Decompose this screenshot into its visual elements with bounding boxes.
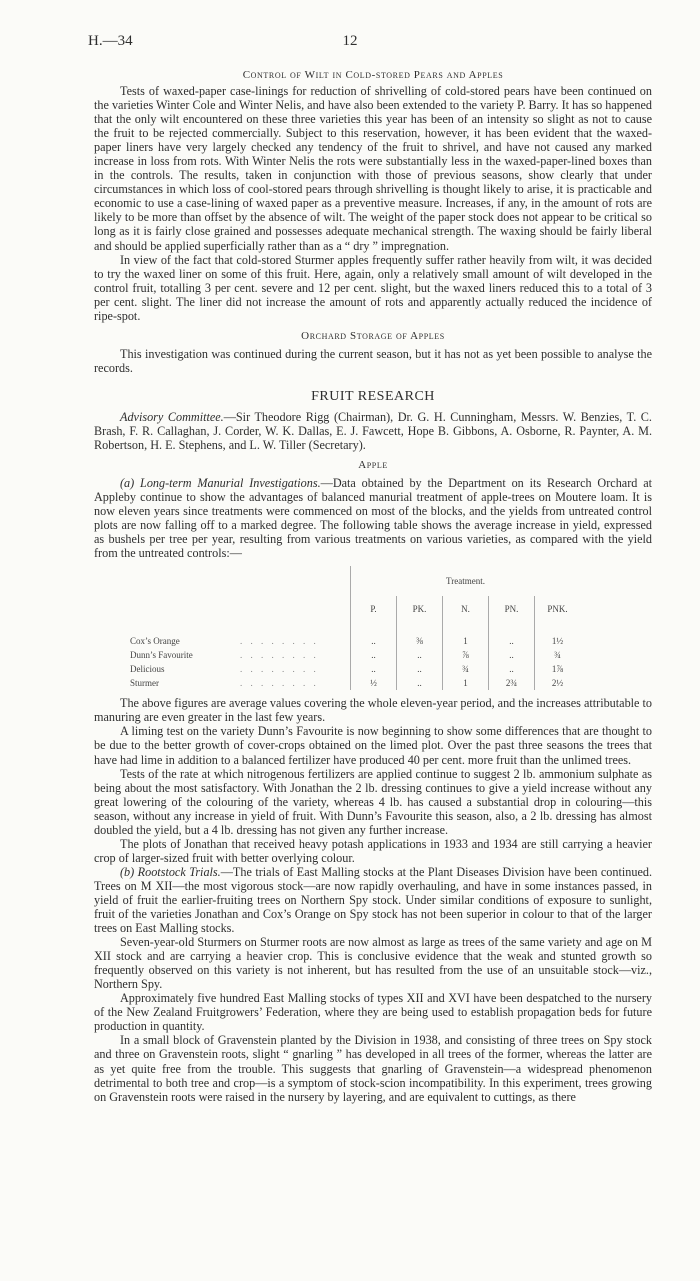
page-number: 12 (342, 33, 358, 49)
leader-dots: . . . . . . . . (240, 636, 319, 647)
paragraph: A liming test on the variety Dunn’s Favourite is now beginning to show some differences that are thought to be due to the better growth of cover-crops obtained on the limed plot. Over the past three seasons the trees that have had lime in addition to a balanced fertilizer have produced 40 per cent. more fruit than the unlimed trees. (94, 724, 652, 767)
table-header-row (130, 596, 580, 622)
column-header: PN. (489, 596, 535, 622)
paragraph-committee (94, 410, 652, 452)
section-heading-orchard-storage: Orchard Storage of Apples (301, 329, 445, 342)
table-group-header-row (130, 566, 580, 596)
paragraph-manurial (94, 476, 652, 560)
treatment-group-header: Treatment. (351, 566, 581, 596)
treatment-table (130, 566, 580, 690)
paragraph: Seven-year-old Sturmers on Sturmer roots are now almost as large as trees of the same variety and age on M XII stock and are carrying a heavier crop. This is conclusive evidence that the weak and stunted growth so frequently observed on this variety is not inherent, but has resulted from the use of an unsuitable stock—viz., Northern Spy. (94, 935, 652, 992)
paragraph: This investigation was continued during the current season, but it has not as yet been possible to analyse the records. (94, 346, 652, 375)
table-cell: 1½ (535, 634, 581, 648)
report-code: H.—34 (88, 33, 133, 49)
section-heading-wilt: Control of Wilt in Cold-stored Pears and Apples (242, 69, 504, 81)
row-label: Delicious (130, 664, 165, 675)
table-row (130, 634, 580, 648)
table-cell: .. (489, 634, 535, 648)
paragraph: Approximately five hundred East Malling stocks of types XII and XVI have been despatched to the nursery of the New Zealand Fruitgrowers’ Federation, where they are being used to establish propagation beds for future production in quantity. (94, 991, 652, 1034)
document-body (94, 68, 652, 1104)
table-cell: ⅞ (443, 648, 489, 662)
table-cell: ⅜ (397, 634, 443, 648)
table-cell: .. (489, 662, 535, 676)
table-cell: .. (397, 662, 443, 676)
table-row (130, 676, 580, 690)
row-label: Cox’s Orange (130, 636, 180, 647)
page-header (0, 33, 700, 53)
subheading-apple: Apple (358, 459, 388, 472)
column-header: PK. (397, 596, 443, 622)
rootstock-label: (b) Rootstock Trials. (120, 864, 221, 879)
table-cell: 1⅞ (535, 662, 581, 676)
table-cell: 1 (443, 676, 489, 690)
committee-text: —Sir Theodore Rigg (Chairman), Dr. G. H. Cunningham, Messrs. W. Benzies, T. C. Brash, F. R. Callaghan, J. Corder, W. K. Dallas, E. J. Fawcett, Hope B. Gibbons, A. Osborne, R. Paynter, A. M. Robertson, H. E. Stephens, and L. W. Tiller (Secretary). (94, 409, 652, 452)
table-cell: .. (351, 662, 397, 676)
paragraph-rootstock (94, 865, 652, 935)
table-cell: .. (397, 648, 443, 662)
committee-label: Advisory Committee. (120, 409, 224, 424)
leader-dots: . . . . . . . . (240, 664, 319, 675)
table-row (130, 662, 580, 676)
leader-dots: . . . . . . . . (240, 678, 319, 689)
table-cell: ½ (351, 676, 397, 690)
table-cell: ¾ (535, 648, 581, 662)
row-label: Dunn’s Favourite (130, 650, 193, 661)
leader-dots: . . . . . . . . (240, 650, 319, 661)
table-cell: .. (397, 676, 443, 690)
table-cell: ¾ (443, 662, 489, 676)
manurial-label: (a) Long-term Manurial Investigations. (120, 476, 321, 491)
table-cell: 1 (443, 634, 489, 648)
rootstock-text: —The trials of East Malling stocks at the Plant Diseases Division have been continued. Trees on M XII—the most vigorous stock—are now rapidly overhauling, and have in some instances passed, in yield of fruit the earlier-fruiting trees on Northern Spy stock. Under similar conditions of exposure to sunlight, fruit of the varieties Jonathan and Cox’s Orange on Spy stock has not been superior in colour to that of the larger trees on East Malling stocks. (94, 864, 652, 936)
table-cell: .. (351, 648, 397, 662)
paragraph: Tests of waxed-paper case-linings for reduction of shrivelling of cold-stored pears have been continued on the varieties Winter Cole and Winter Nelis, and have also been extended to the variety P. Barry. It has so happened that the only wilt encountered on these three varieties this year has been of an intensity so slight as not to cause the fruit to be rejected commercially. Subject to this reservation, however, it has been evident that the waxed-paper liners have very largely checked any tendency of the fruit to shrivel, and have not caused any marked increase in loss from rots. With Winter Nelis the rots were substantially less in the waxed-paper-lined boxes than in the controls. The results, taken in conjunction with those of previous seasons, show clearly that under circumstances in which loss of cool-stored pears through shrivelling is thought likely to arise, it is practicable and economic to use a case-lining of waxed paper as a preventive measure. Increases, if any, in the amount of rots are likely to be more than offset by the absence of wilt. The weight of the paper stock does not appear to be critical so long as it is fairly close grained and possesses adequate mechanical strength. The waxing should be fairly liberal and should be applied superficially rather than as a “ dry ” impregnation. (94, 84, 652, 253)
paragraph: The plots of Jonathan that received heavy potash applications in 1933 and 1934 are still carrying a heavier crop of larger-sized fruit with better overlying colour. (94, 836, 652, 865)
section-heading-fruit-research: FRUIT RESEARCH (311, 388, 435, 404)
row-label: Sturmer (130, 678, 159, 689)
paragraph: Tests of the rate at which nitrogenous fertilizers are applied continue to suggest 2 lb. ammonium sulphate as being about the most satisfactory. With Jonathan the 2 lb. dressing continues to give a yield increase without any great lowering of the colouring of the variety, whereas 4 lb. has caused a substantial drop in colouring—this season, without any increase in yield of fruit. With Dunn’s Favourite this season, also, a 2 lb. dressing has almost doubled the yield, but a 4 lb. dressing has not given any further increase. (94, 766, 652, 837)
table-cell: .. (351, 634, 397, 648)
column-header: PNK. (535, 596, 581, 622)
column-header: N. (443, 596, 489, 622)
table-cell: 2¾ (489, 676, 535, 690)
manurial-text: —Data obtained by the Department on its Research Orchard at Appleby continue to show the advantages of balanced manurial treatment of apple-trees on Moutere loam. It is now eleven years since treatments were commenced on most of the blocks, and the yields from untreated control plots are now falling off to a marked degree. The following table shows the average increase in yield, expressed as bushels per tree per year, resulting from various treatments on various varieties, as compared with the yield from the untreated controls:— (94, 476, 652, 561)
paragraph: The above figures are average values covering the whole eleven-year period, and the increases attributable to manuring are even greater in the last few years. (94, 696, 652, 725)
table-cell: .. (489, 648, 535, 662)
column-header: P. (351, 596, 397, 622)
paragraph: In view of the fact that cold-stored Sturmer apples frequently suffer rather heavily from wilt, it was decided to try the waxed liner on some of this fruit. Here, again, only a relatively small amount of wilt developed in the control fruit, totalling 3 per cent. severe and 12 per cent. slight, but the waxed liners reduced this to a total of 3 per cent. slight. The liner did not increase the amount of rots and apparently actually reduced the incidence of ripe-spot. (94, 252, 652, 323)
table-cell: 2½ (535, 676, 581, 690)
paragraph: In a small block of Gravenstein planted by the Division in 1938, and consisting of three trees on Spy stock and three on Gravenstein roots, slight “ gnarling ” has developed in all trees of the former, whereas the latter are as yet quite free from the trouble. This suggests that gnarling of Gravenstein—a widespread phenomenon detrimental to both tree and crop—is a symptom of stock-scion incompatibility. In this experiment, trees growing on Gravenstein roots were raised in the nursery by layering, and are equivalent to cuttings, as there (94, 1033, 652, 1104)
table-row (130, 648, 580, 662)
